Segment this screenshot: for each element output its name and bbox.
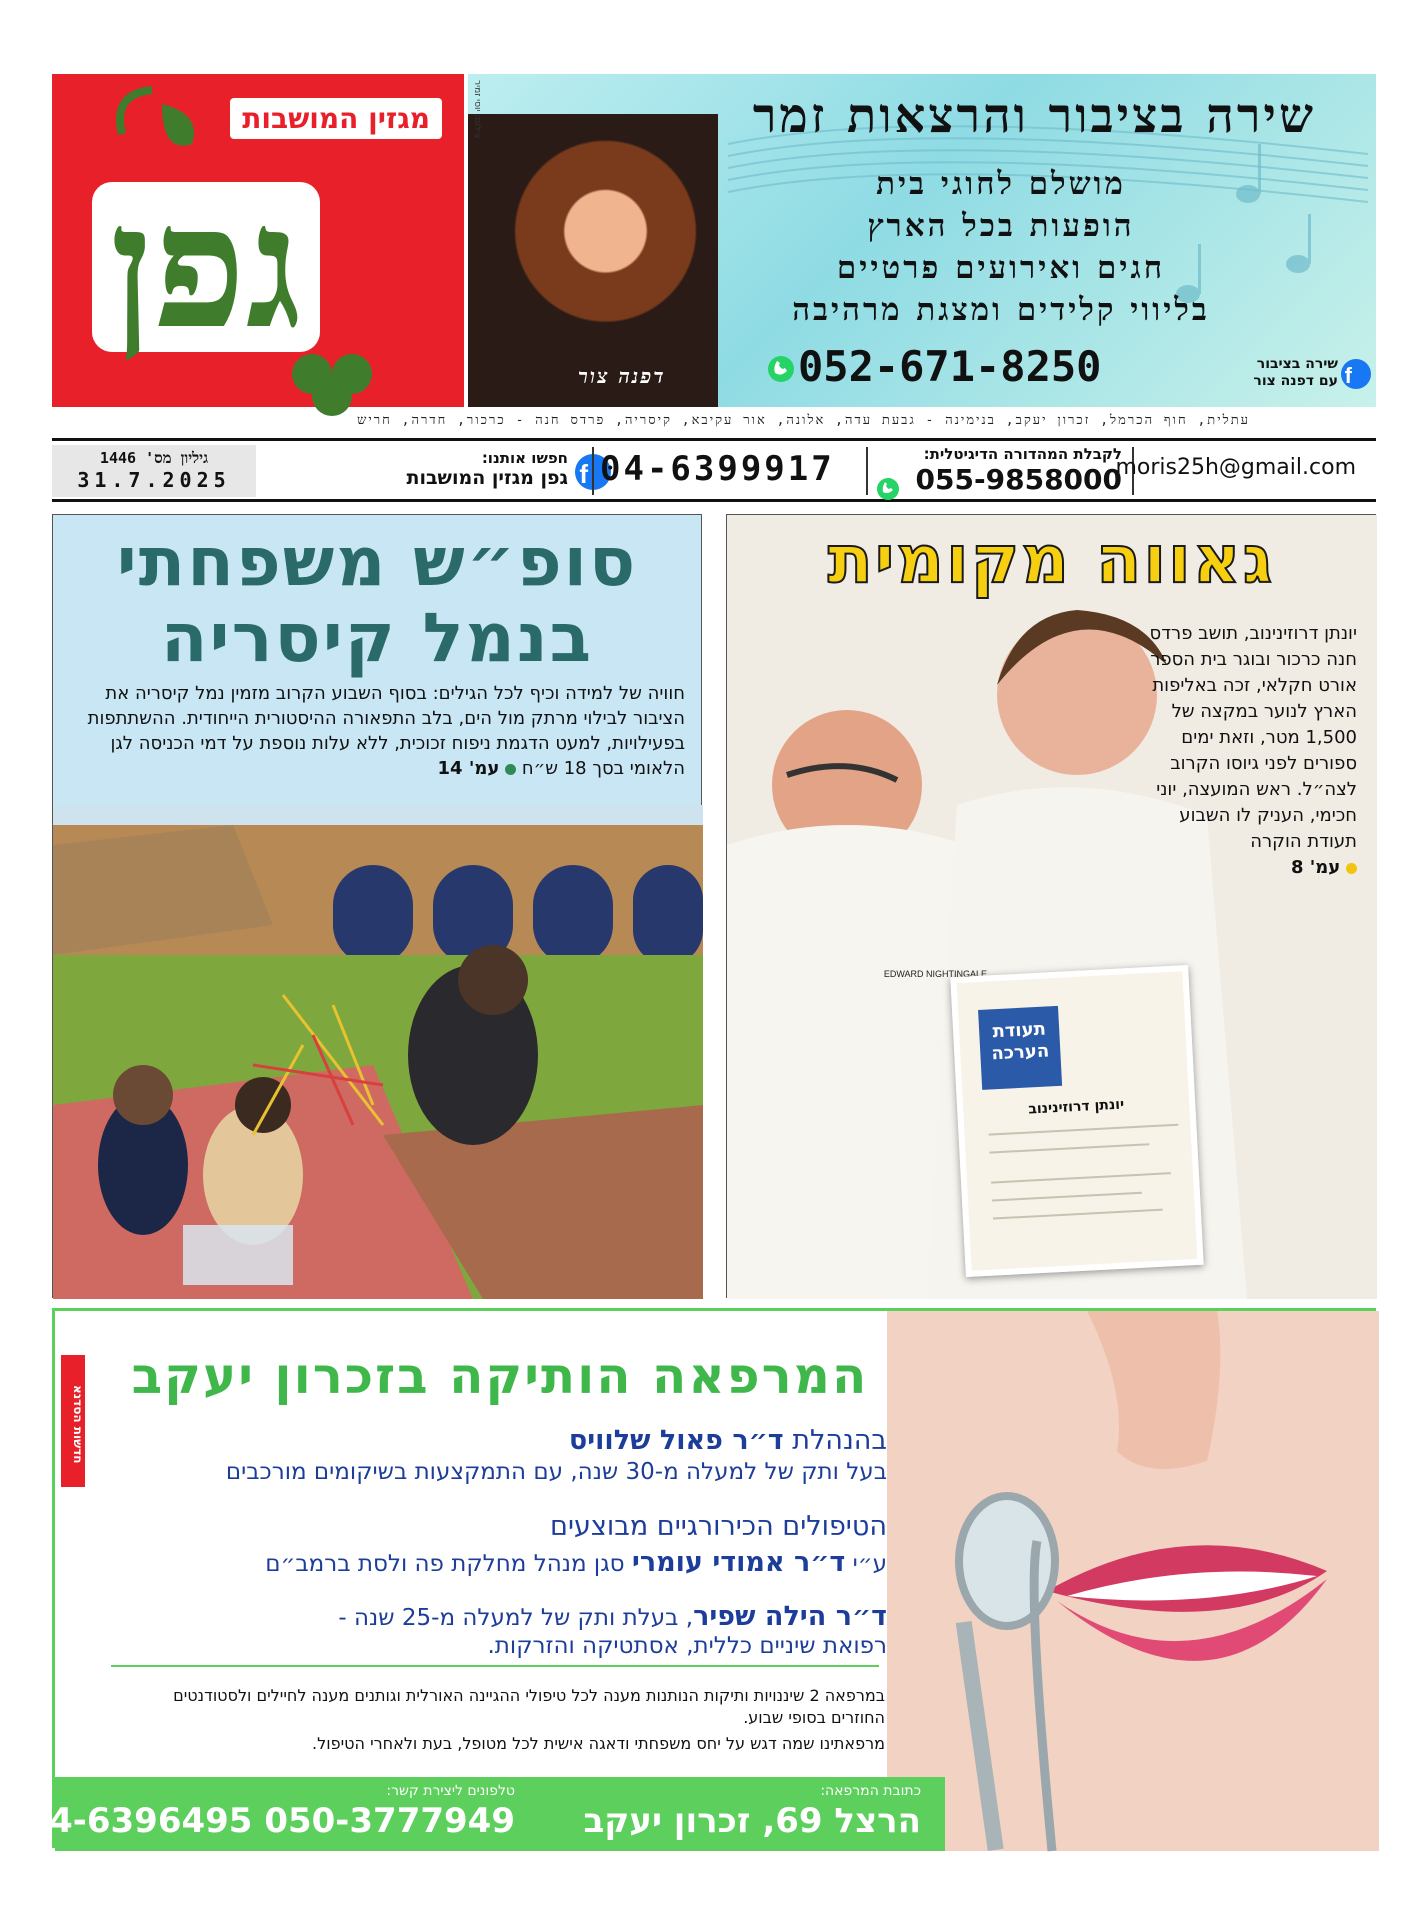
pride-headline: גאווה מקומית — [827, 521, 1275, 598]
smile-photo — [887, 1311, 1379, 1851]
digital-phone: 055-9858000 — [915, 463, 1122, 496]
doctor-name: ד״ר הילה שפיר — [693, 1601, 887, 1632]
address-label: כתובת המרפאה: — [820, 1783, 921, 1799]
svg-text:f: f — [1344, 363, 1352, 388]
pride-body-text: יונתן דרוזינינוב, תושב פרדס חנה כרכור ובוגר בית הספר אורט חקלאי, זכה באליפות הארץ לנוער במקצה של 1,500 מטר, וזאת ימים ספורים לפני גיוסו הקרוב לצה״ל. ראש המועצה, יוני חכימי, העניק לו השבוע תעודת הוקרה — [1149, 623, 1357, 852]
photo-credit: צילום: יוסי זמיר — [472, 80, 482, 139]
facebook-icon — [1340, 358, 1372, 390]
doctor-name: ד״ר פאול שלוויס — [568, 1425, 784, 1456]
certificate-name: יונתן דרוזינינוב — [1027, 1096, 1125, 1118]
clinic-surgeon-line — [265, 1547, 887, 1578]
shirt-text: EDWARD NIGHTINGALE — [883, 969, 987, 979]
certificate-line — [991, 1172, 1171, 1183]
certificate-line — [993, 1209, 1163, 1220]
bullet-icon — [1346, 863, 1357, 874]
certificate — [950, 965, 1203, 1277]
festival-headline: בנמל קיסריה — [160, 599, 594, 678]
singer-facebook-text — [1253, 356, 1338, 390]
clinic-small-text: מרפאתינו שמה דגש על יחס משפחתי ודאגה אישית לכל מטופל, בעת ולאחרי הטיפול. — [312, 1734, 885, 1753]
issue-box — [52, 445, 256, 497]
singer-ad-line: בליווי קלידים ומצגת מרהיבה — [792, 292, 1210, 328]
digital-label: לקבלת המהדורה הדיגיטלית: — [923, 445, 1122, 463]
pride-article — [726, 514, 1376, 1298]
singer-phone: 052-671-8250 — [798, 342, 1102, 391]
issue-number: גיליון מס' 1446 — [99, 449, 209, 467]
festival-body-text: חוויה של למידה וכיף לכל הגילים: בסוף השבוע הקרוב מזמין נמל קיסריה את הציבור לבילוי מרתק מול הים, בלב התפאורה ההיסטורית הייחודית. ההשתתפות בפעילויות, למעט הדגמת ניפוח זכוכית, ללא עלות נוספת על דמי הכניסה לגן הלאומי בסך 18 ש״ח — [87, 683, 685, 779]
certificate-title: תעודת הערכה — [978, 1006, 1062, 1090]
doctor-name: ד״ר אמודי עומרי — [631, 1547, 846, 1578]
festival-body — [67, 681, 685, 781]
clinic-text: בהנהלת — [783, 1425, 887, 1456]
masthead-logo — [52, 74, 464, 407]
singer-name: דפנה צור — [578, 364, 666, 388]
digital-edition — [872, 445, 1122, 496]
clinic-manager-line — [569, 1425, 887, 1456]
clinic-text: ע״י — [845, 1551, 887, 1577]
festival-article — [52, 514, 702, 1298]
festival-headline: סופ״ש משפחתי — [116, 523, 638, 602]
follow-label: חפשו אותנו: — [481, 449, 568, 467]
svg-text:f: f — [579, 459, 588, 489]
email-address[interactable]: moris25h@gmail.com — [1115, 455, 1356, 480]
clinic-text: , בעלת ותק של למעלה מ-25 שנה - — [338, 1605, 694, 1631]
clinic-dentist-line — [338, 1601, 887, 1632]
clinic-text: הטיפולים הכירורגיים מבוצעים — [550, 1511, 887, 1542]
clinic-phones: 050-3777949 04-6396495 — [25, 1801, 515, 1841]
singer-ad-line: מושלם לחוגי בית — [876, 166, 1126, 202]
pride-body — [1129, 621, 1357, 881]
facebook-text-line: שירה בציבור — [1256, 356, 1338, 372]
certificate-line — [992, 1192, 1142, 1202]
whatsapp-icon — [876, 477, 900, 501]
clinic-text: בעל ותק של למעלה מ-30 שנה, עם התמקצעות בשיקומים מורכבים — [225, 1459, 887, 1485]
caesarea-festival-photo — [53, 805, 703, 1299]
clinic-text: סגן מנהל מחלקת פה ולסת ברמב״ם — [265, 1551, 632, 1577]
bullet-icon — [505, 764, 516, 775]
singer-advertisement — [468, 74, 1376, 407]
info-bar — [52, 438, 1376, 502]
divider — [592, 447, 594, 495]
follow-us — [278, 449, 588, 489]
singer-ad-title: שירה בציבור והרצאות זמר — [752, 88, 1316, 144]
office-phone: 04-6399917 — [600, 449, 835, 489]
clinic-badge: חדשות הסדנא — [61, 1355, 85, 1487]
singer-ad-line: הופעות בכל הארץ — [867, 208, 1135, 244]
clinic-address: הרצל 69, זכרון יעקב — [583, 1801, 921, 1841]
facebook-text-line: עם דפנה צור — [1253, 373, 1338, 389]
clinic-text: רפואת שיניים כללית, אסתטיקה והזרקות. — [487, 1633, 887, 1659]
clinic-footer — [25, 1777, 945, 1851]
phones-label: טלפונים ליצירת קשר: — [386, 1783, 515, 1799]
clinic-advertisement — [25, 1308, 1376, 1848]
pride-page-ref: עמ' 8 — [1290, 857, 1341, 878]
divider — [866, 447, 868, 495]
singer-ad-line: חגים ואירועים פרטיים — [836, 250, 1166, 286]
festival-page-ref: עמ' 14 — [437, 758, 500, 779]
whatsapp-icon — [766, 354, 796, 384]
logo-tagline: מגזין המושבות — [230, 98, 442, 139]
follow-name: גפן מגזין המושבות — [406, 467, 568, 489]
clinic-small-text: במרפאה 2 שיננויות ותיקות הנותנות מענה לכל טיפולי ההגיינה האורלית וגותנים מענה לחיילים ולסטודנטים החוזרים בסופי שבוע. — [173, 1686, 885, 1727]
logo-name: גפן — [92, 182, 320, 352]
clinic-title: המרפאה הותיקה בזכרון יעקב — [131, 1347, 869, 1405]
certificate-line — [989, 1124, 1179, 1136]
issue-date: 31.7.2025 — [77, 468, 231, 492]
towns-line: עתלית, חוף הכרמל, זכרון יעקב, בנימינה - גבעת עדה, אלונה, אור עקיבא, קיסריה, פרדס חנה - כרכור, חדרה, חריש — [357, 413, 1250, 428]
certificate-line — [989, 1143, 1149, 1153]
divider — [111, 1665, 879, 1667]
